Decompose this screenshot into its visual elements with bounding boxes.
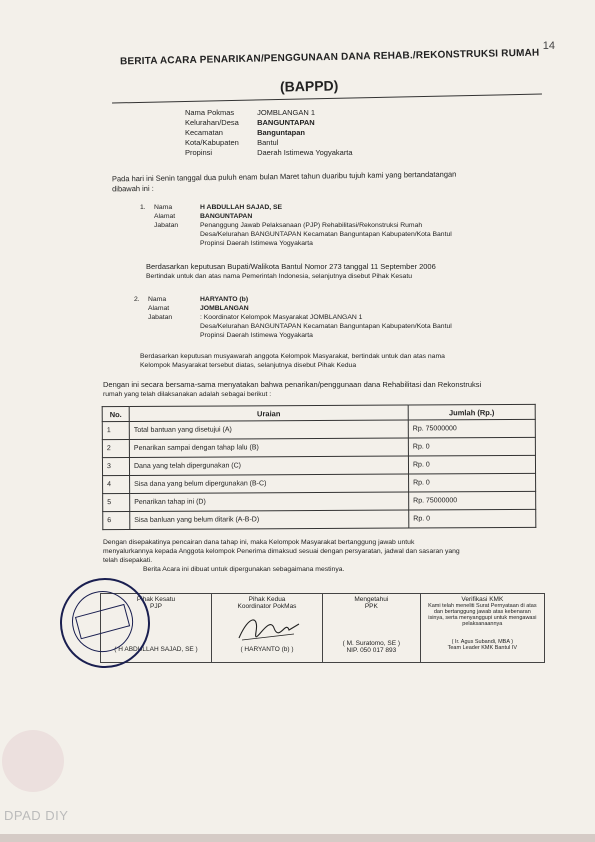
- document-subtitle: (BAPPD): [279, 77, 339, 95]
- party-one-basis: Berdasarkan keputusan Bupati/Walikota Bantul Nomor 273 tanggal 11 September 2006 Bertindak untuk dan atas nama Pemerintah Indonesia, selanjutnya disebut Pihak Kesatu: [146, 262, 436, 280]
- statement-paragraph: Dengan ini secara bersama-sama menyatakan bahwa penarikan/penggunaan dana Rehabilitasi dan Rekonstruksi rumah yang telah dilaksanakan adalah sebagai berikut :: [103, 380, 482, 398]
- party-two-block: 2. Nama HARYANTO (b) Alamat JOMBLANGAN Jabatan : Koordinator Kelompok Masyarakat JOMBLANGAN 1 Desa/Kelurahan BANGUNTAPAN Kecamatan Banguntapan Kabupaten/Kota Bantul Propinsi Daerah Istimewa Yogyakarta: [134, 296, 452, 339]
- info-row: Nama Pokmas JOMBLANGAN 1: [185, 108, 316, 117]
- archive-watermark: DPAD DIY: [4, 808, 69, 823]
- table-row: 2 Penarikan sampai dengan tahap lalu (B) Rp. 0: [102, 437, 535, 457]
- table-header-no: No.: [102, 406, 129, 421]
- archive-seal-icon: [2, 730, 64, 792]
- page-number-mark: 14: [542, 40, 555, 52]
- document-title: BERITA ACARA PENARIKAN/PENGGUNAAN DANA REHAB./REKONSTRUKSI RUMAH: [119, 47, 540, 68]
- table-header-jumlah: Jumlah (Rp.): [408, 404, 535, 420]
- title-underline: [112, 93, 542, 103]
- party-one-name: H ABDULLAH SAJAD, SE: [200, 204, 283, 211]
- signature-party-one: Pihak Kesatu PJP ( H ABDULLAH SAJAD, SE ): [101, 594, 212, 663]
- info-row: Propinsi Daerah Istimewa Yogyakarta: [185, 148, 353, 157]
- closing-paragraph: Dengan disepakatinya pencairan dana tahap ini, maka Kelompok Masyarakat bertanggung jawab untuk menyalurkannya kepada Anggota kelompok Penerima dimaksud sesuai dengan persyaratan, jadwal dan sasaran yang telah disepakati. Berita Acara ini dibuat untuk dipergunakan sebagaimana mestinya.: [103, 539, 460, 573]
- handwritten-signature: [214, 610, 320, 646]
- signature-ppk: Mengetahui PPK ( M. Suratomo, SE ) NIP. 050 017 893: [323, 594, 421, 663]
- intro-paragraph: Pada hari ini Senin tanggal dua puluh enam bulan Maret tahun duaribu tujuh kami yang bertandatangan dibawah ini :: [111, 169, 457, 194]
- page-edge-shadow: [0, 834, 595, 842]
- fund-table: [102, 404, 537, 530]
- table-row: 1 Total bantuan yang disetujui (A) Rp. 75000000: [102, 419, 535, 439]
- table-row: 6 Sisa banluan yang belum ditarik (A-B-D) Rp. 0: [103, 509, 536, 529]
- table-header-uraian: Uraian: [129, 405, 408, 421]
- table-row: 3 Dana yang telah dipergunakan (C) Rp. 0: [102, 455, 535, 475]
- party-two-name: HARYANTO (b): [200, 296, 249, 303]
- signature-party-two: Pihak Kedua Koordinator PokMas ( HARYANTO (b) ): [212, 594, 323, 663]
- info-row: Kecamatan Banguntapan: [185, 128, 306, 137]
- party-two-basis: Berdasarkan keputusan musyawarah anggota Kelompok Masyarakat, bertindak untuk dan atas nama Kelompok Masyarakat tersebut diatas, selanjutnya disebut Pihak Kedua: [140, 353, 445, 369]
- table-row: 4 Sisa dana yang belum dipergunakan (B-C) Rp. 0: [103, 473, 536, 493]
- signature-kmk: Verifikasi KMK Kami telah meneliti Surat Pernyataan di atas dan bertanggung jawab atas kebenaran isinya, serta menyanggupi untuk mengawasi pelaksanaannya ( Ir. Agus Subandi, MBA ) Team Leader KMK Bantul IV: [420, 594, 544, 663]
- info-row: Kota/Kabupaten Bantul: [185, 138, 279, 147]
- info-block: [185, 108, 353, 158]
- party-one-block: 1. Nama H ABDULLAH SAJAD, SE Alamat BANGUNTAPAN Jabatan Penanggung Jawab Pelaksanaan (PJP) Rehabilitasi/Rekonstruksi Rumah Desa/Kelurahan BANGUNTAPAN Kecamatan Banguntapan Kabupaten/Kota Bantul Propinsi Daerah Istimewa Yogyakarta: [140, 204, 452, 247]
- info-row: Kelurahan/Desa BANGUNTAPAN: [185, 118, 315, 127]
- signature-table: [100, 593, 545, 663]
- table-row: 5 Penarikan tahap ini (D) Rp. 75000000: [103, 491, 536, 511]
